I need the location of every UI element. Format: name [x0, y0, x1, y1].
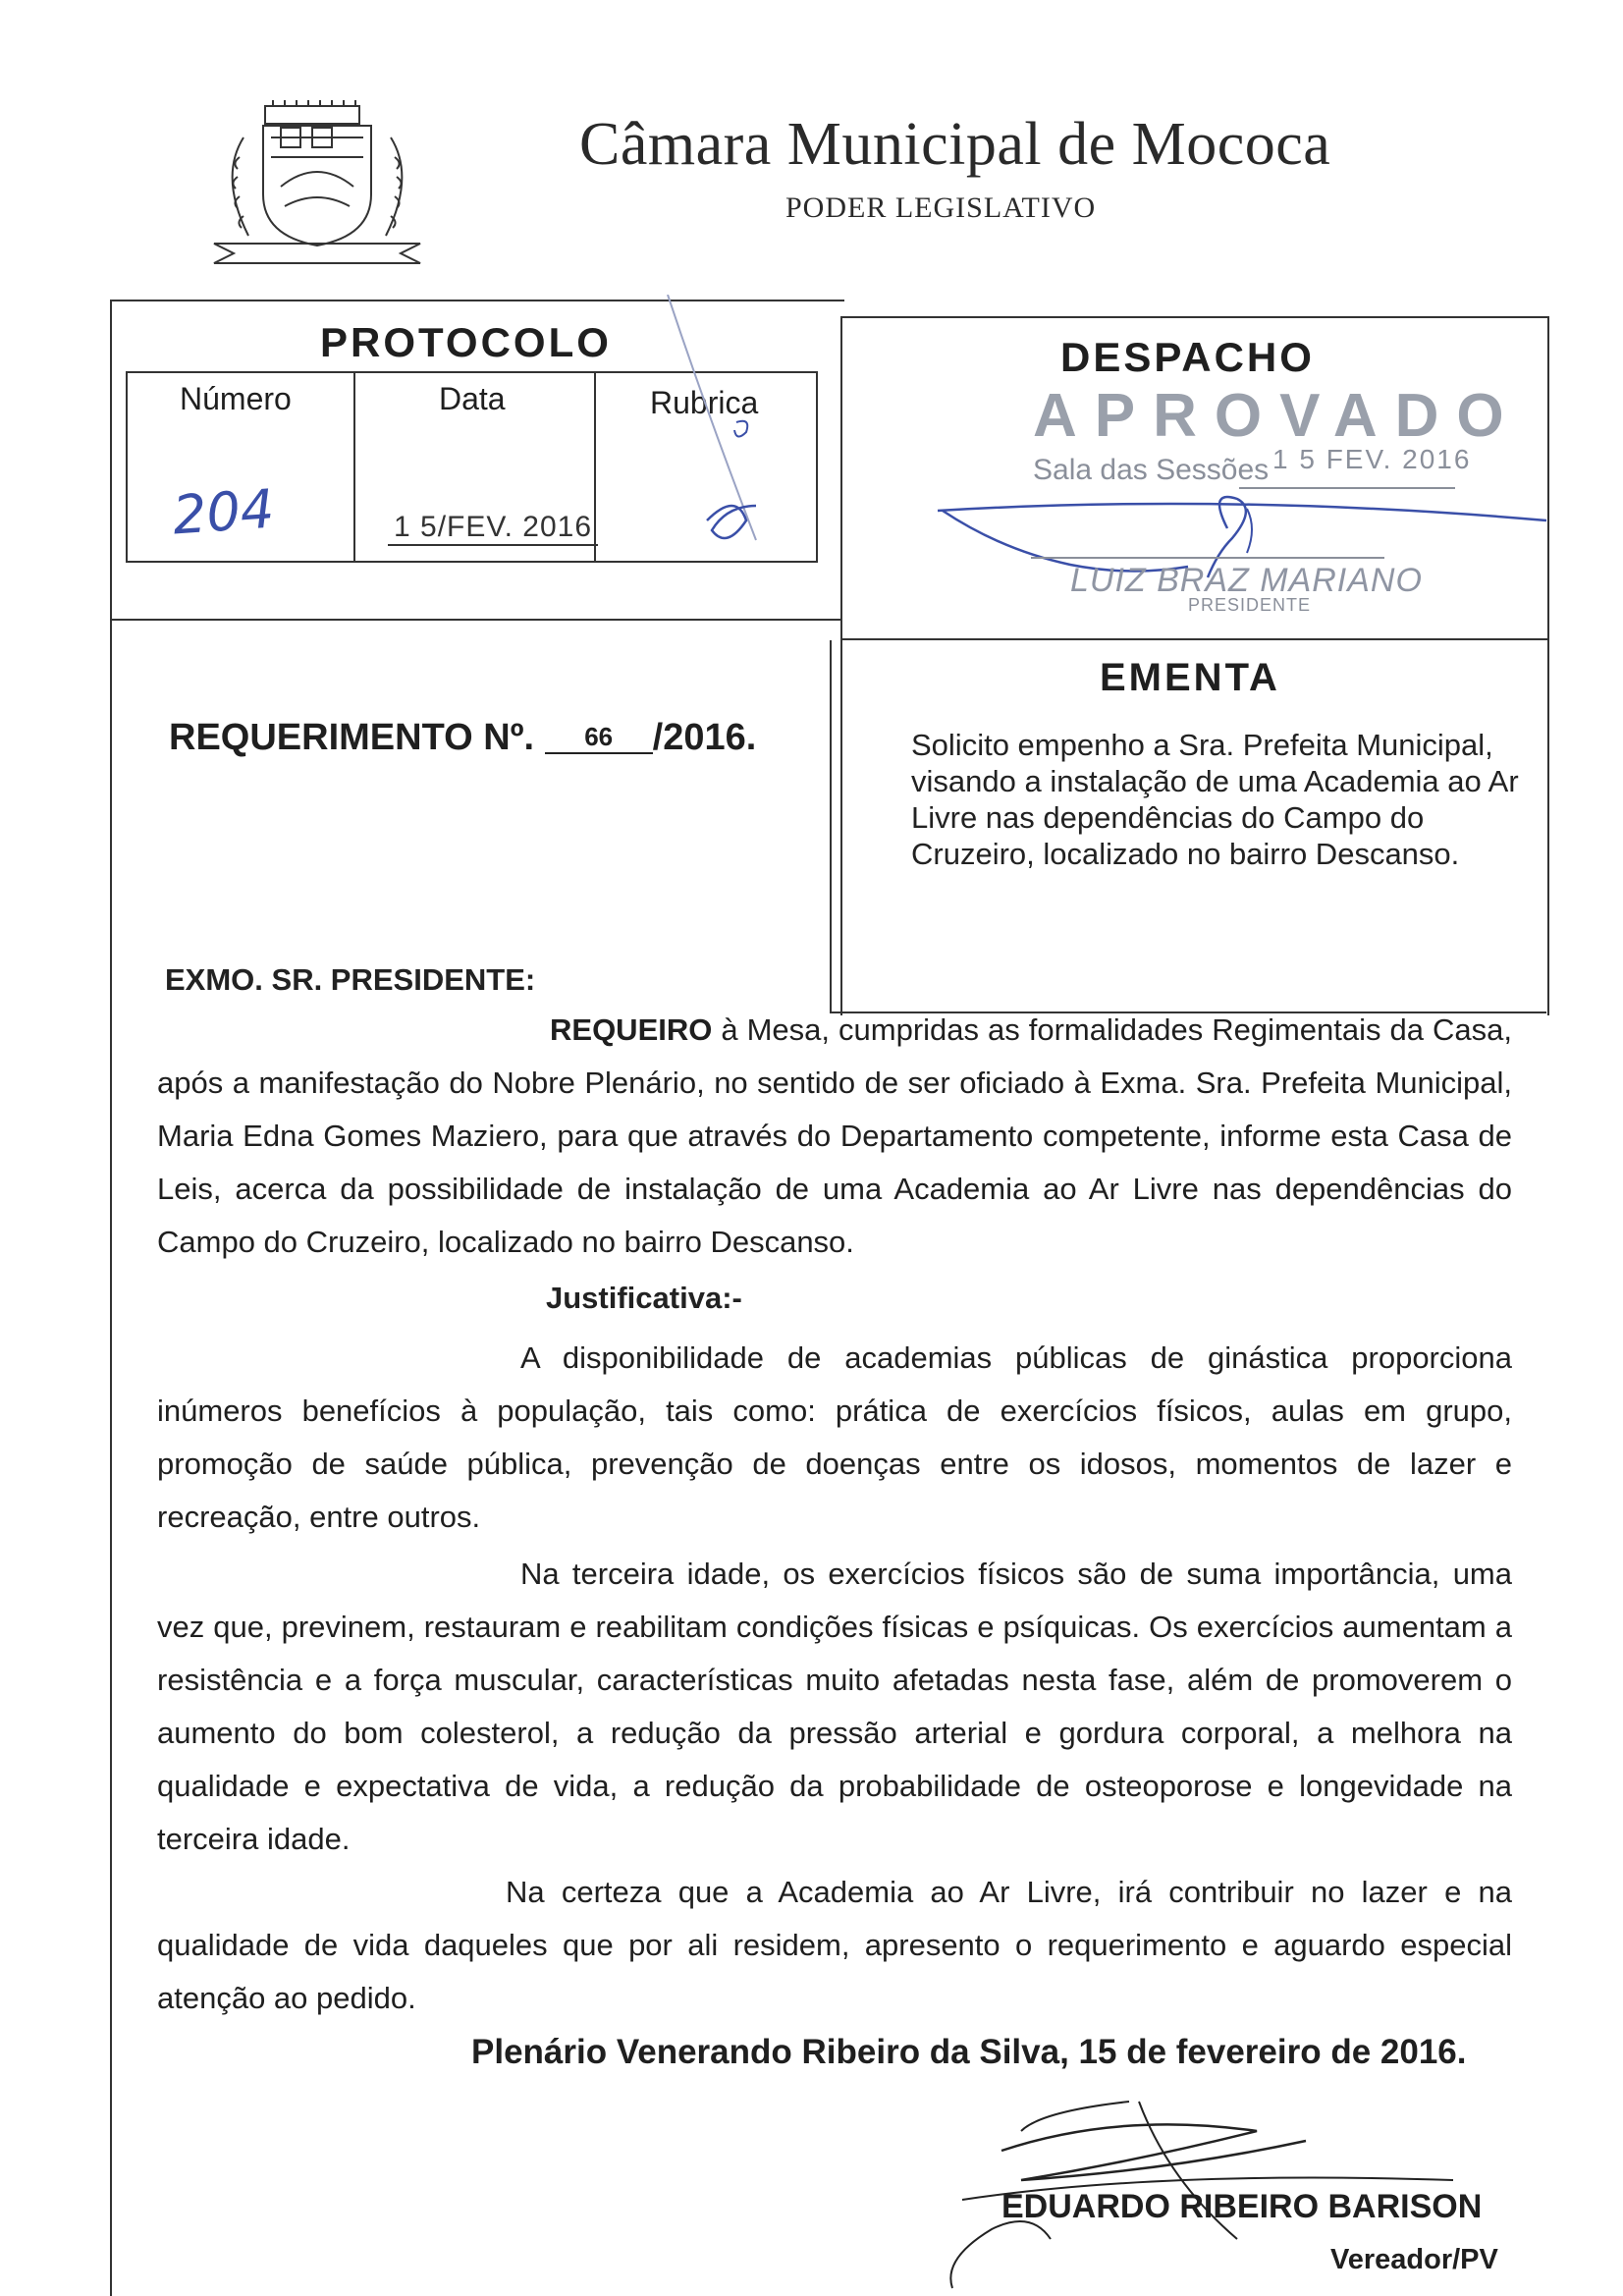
protocolo-data-value: 1 5/FEV. 2016 [388, 511, 598, 546]
president-name: LUIZ BRAZ MARIANO [1070, 562, 1423, 599]
protocolo-title: PROTOCOLO [320, 319, 612, 365]
requeiro-lead: REQUEIRO [550, 1012, 713, 1047]
ementa-title: EMENTA [1100, 656, 1280, 699]
protocolo-numero-value: 204 [170, 477, 277, 547]
org-name: Câmara Municipal de Mococa [579, 111, 1331, 178]
ementa-box-left-ext [830, 640, 832, 1013]
municipal-crest-logo [204, 98, 430, 275]
ementa-text: Solicito empenho a Sra. Prefeita Municipal, visando a instalação de uma Academia ao Ar Livre nas dependências do Campo do Cruzeiro, localizado no bairro Descanso. [911, 728, 1519, 871]
stamp-date: 1 5 FEV. 2016 [1272, 444, 1472, 474]
protocolo-numero-label: Número [180, 381, 292, 416]
requeiro-text: à Mesa, cumpridas as formalidades Regimentais da Casa, após a manifestação do Nobre Plenário, no sentido de ser oficiado à Exma. Sra. Prefeita Municipal, Maria Edna Gomes Maziero, para que através do Departamento competente, informe esta Casa de Leis, acerca da possibilidade de instalação de uma Academia ao Ar Livre nas dependências do Campo do Cruzeiro, localizado no bairro Descanso. [157, 1012, 1512, 1259]
rubrica-initials-signature [648, 295, 795, 560]
frame-mid-horizontal [110, 619, 840, 621]
justificativa-paragraph-3: Na certeza que a Academia ao Ar Livre, irá contribuir no lazer e na qualidade de vida daqueles que por ali residem, apresento o requerimento e aguardo especial atenção ao pedido. [157, 1875, 1512, 2015]
despacho-title: DESPACHO [1060, 334, 1315, 380]
approved-stamp: APROVADO [1033, 382, 1522, 450]
requerimento-number-value: 66 [545, 722, 653, 754]
org-subtitle: PODER LEGISLATIVO [785, 191, 1097, 224]
requerimento-number [169, 717, 756, 759]
justificativa-heading: Justificativa:- [546, 1281, 742, 1315]
despacho-ementa-divider [840, 638, 1549, 640]
protocolo-col-divider-1 [353, 371, 355, 563]
requeiro-paragraph [157, 1004, 1512, 1269]
salutation: EXMO. SR. PRESIDENTE: [165, 962, 536, 997]
author-name: EDUARDO RIBEIRO BARISON [1001, 2188, 1483, 2225]
stamp-sala-das-sessoes: Sala das Sessões [1033, 454, 1270, 486]
frame-left [110, 300, 112, 2296]
closing-place-date: Plenário Venerando Ribeiro da Silva, 15 de fevereiro de 2016. [471, 2033, 1467, 2071]
justificativa-paragraph-1: A disponibilidade de academias públicas de ginástica proporciona inúmeros benefícios à população, tais como: prática de exercícios físicos, aulas em grupo, promoção de saúde pública, prevenção de doenças entre os idosos, momentos de lazer e recreação, entre outros. [157, 1340, 1512, 1534]
requerimento-year: /2016. [652, 717, 757, 758]
protocolo-data-label: Data [439, 381, 506, 416]
president-role: PRESIDENTE [1188, 595, 1312, 615]
justificativa-paragraph-2: Na terceira idade, os exercícios físicos são de suma importância, uma vez que, previnem, restauram e reabilitam condições físicas e psíquicas. Os exercícios aumentam a resistência e a força muscular, características muito afetadas nesta fase, além de promoverem o aumento do bom colesterol, a redução da pressão arterial e gordura corporal, a melhora na qualidade e expectativa de vida, a redução da probabilidade de osteoporose e longevidade na terceira idade. [157, 1557, 1512, 1856]
requerimento-label: REQUERIMENTO Nº. [169, 717, 535, 758]
protocolo-rubrica-label: Rubrica [650, 385, 759, 420]
author-role: Vereador/PV [1330, 2244, 1498, 2275]
